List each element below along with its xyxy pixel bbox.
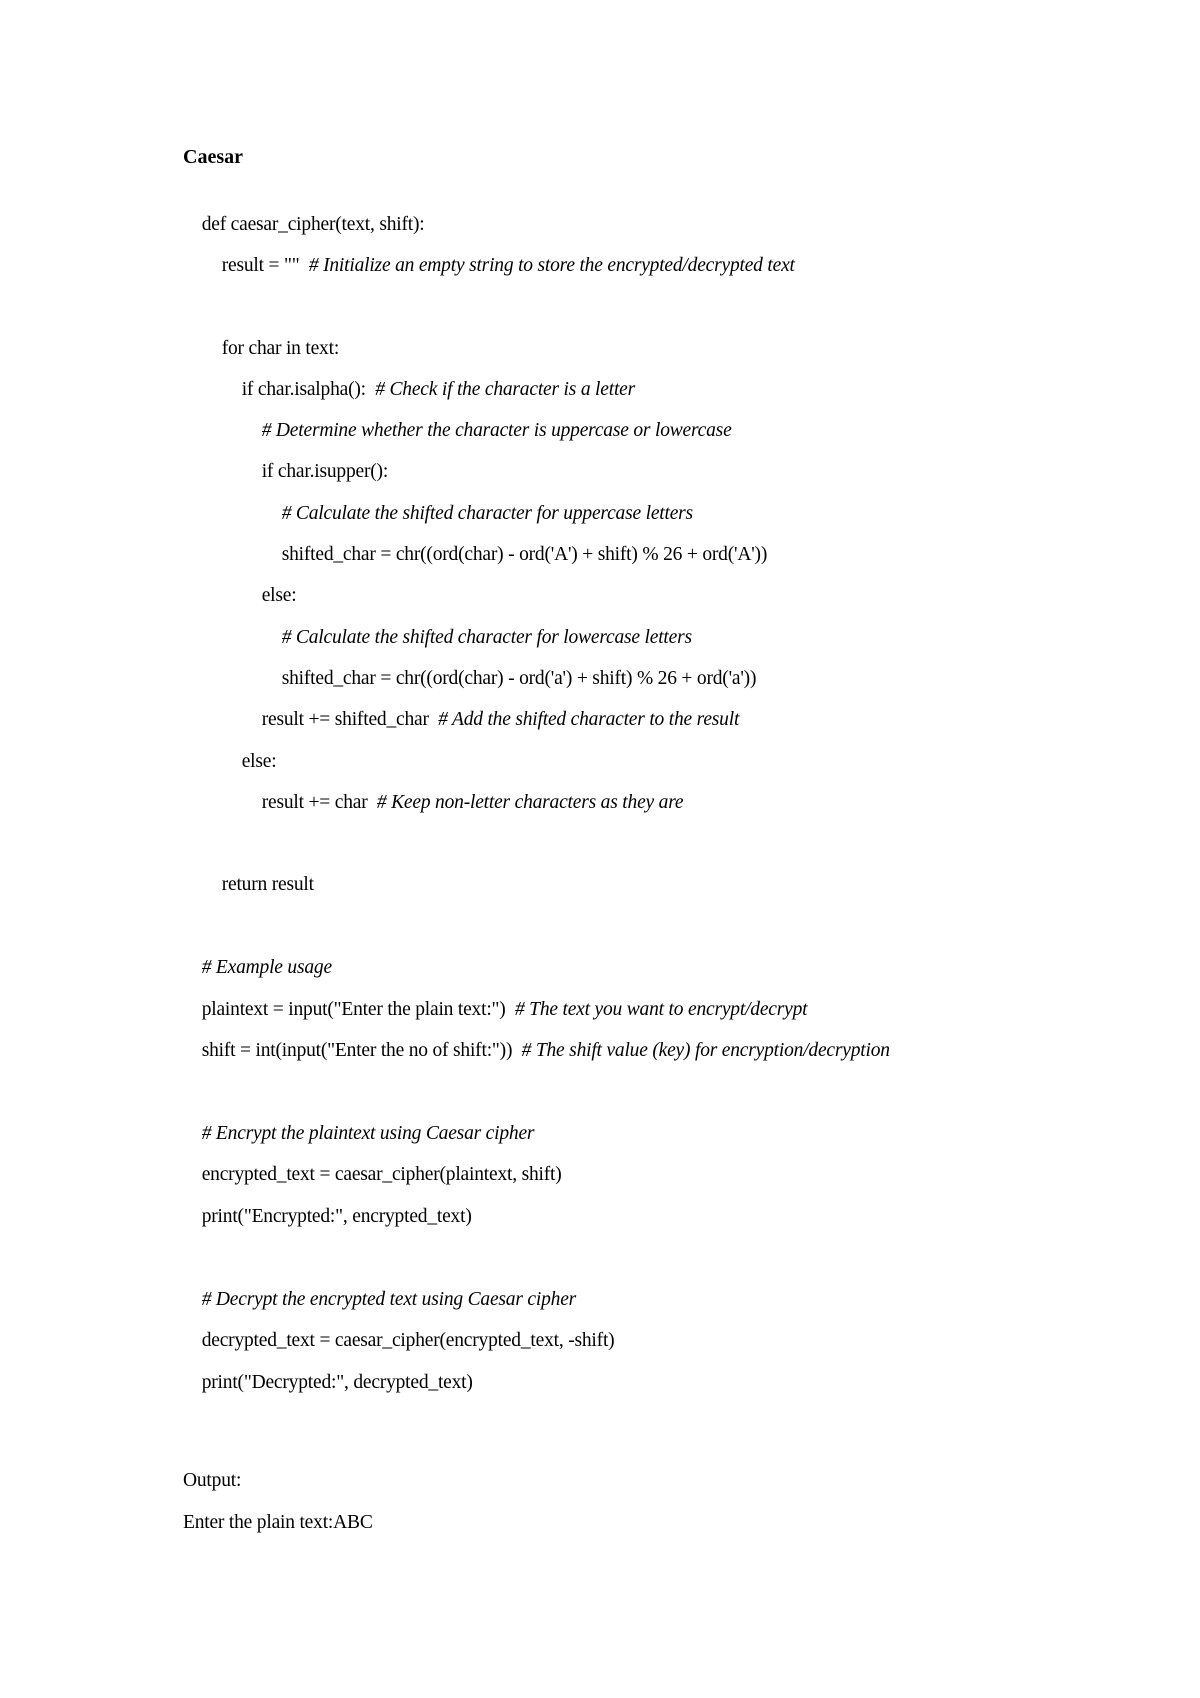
code-comment: # The shift value (key) for encryption/decryption [521, 1040, 890, 1061]
code-line [263, 516, 767, 594]
code-text: if char.isalpha(): [241, 379, 376, 400]
code-text: if char.isupper(): [261, 461, 389, 482]
code-line [203, 846, 314, 924]
code-comment: # Calculate the shifted character for uppercase letters [281, 503, 693, 524]
code-comment: # Decrypt the encrypted text using Caesar cipher [201, 1289, 577, 1310]
code-line [183, 1178, 472, 1256]
code-text: return result [221, 874, 314, 895]
code-comment: # The text you want to encrypt/decrypt [514, 999, 808, 1020]
code-text: shifted_char = chr((ord(char) - ord('A') + shift) % 26 + ord('A')) [281, 544, 768, 565]
code-text: for char in text: [221, 338, 340, 359]
code-text: shift = int(input("Enter the no of shift:")) [201, 1040, 522, 1061]
output-line: Enter the plain text:ABC [183, 1512, 373, 1533]
code-comment: # Example usage [201, 957, 332, 978]
code-text: else: [261, 585, 297, 606]
output-label: Output: [183, 1470, 242, 1491]
code-comment: # Check if the character is a letter [375, 379, 636, 400]
code-text: result = "" [221, 255, 309, 276]
code-text: result += char [261, 792, 377, 813]
code-text: def caesar_cipher(text, shift): [201, 214, 425, 235]
code-text: else: [241, 751, 277, 772]
code-text: result += shifted_char [261, 709, 439, 730]
code-comment: # Add the shifted character to the result [438, 709, 740, 730]
code-line [183, 1344, 473, 1422]
code-text: print("Encrypted:", encrypted_text) [201, 1206, 472, 1227]
code-line [183, 1012, 890, 1090]
code-text: encrypted_text = caesar_cipher(plaintext, shift) [201, 1164, 562, 1185]
code-text: plaintext = input("Enter the plain text:") [201, 999, 515, 1020]
code-text: print("Decrypted:", decrypted_text) [201, 1372, 473, 1393]
code-line [243, 681, 739, 759]
document-title: Caesar [183, 146, 243, 168]
code-text: decrypted_text = caesar_cipher(encrypted_text, -shift) [201, 1330, 615, 1351]
code-text: shifted_char = chr((ord(char) - ord('a') + shift) % 26 + ord('a')) [281, 668, 757, 689]
code-comment: # Initialize an empty string to store the encrypted/decrypted text [308, 255, 795, 276]
code-comment: # Encrypt the plaintext using Caesar cipher [201, 1123, 535, 1144]
code-comment: # Keep non-letter characters as they are [376, 792, 684, 813]
code-comment: # Determine whether the character is uppercase or lowercase [261, 420, 732, 441]
code-comment: # Calculate the shifted character for lowercase letters [281, 627, 692, 648]
code-line [243, 764, 683, 842]
code-line [203, 227, 795, 305]
